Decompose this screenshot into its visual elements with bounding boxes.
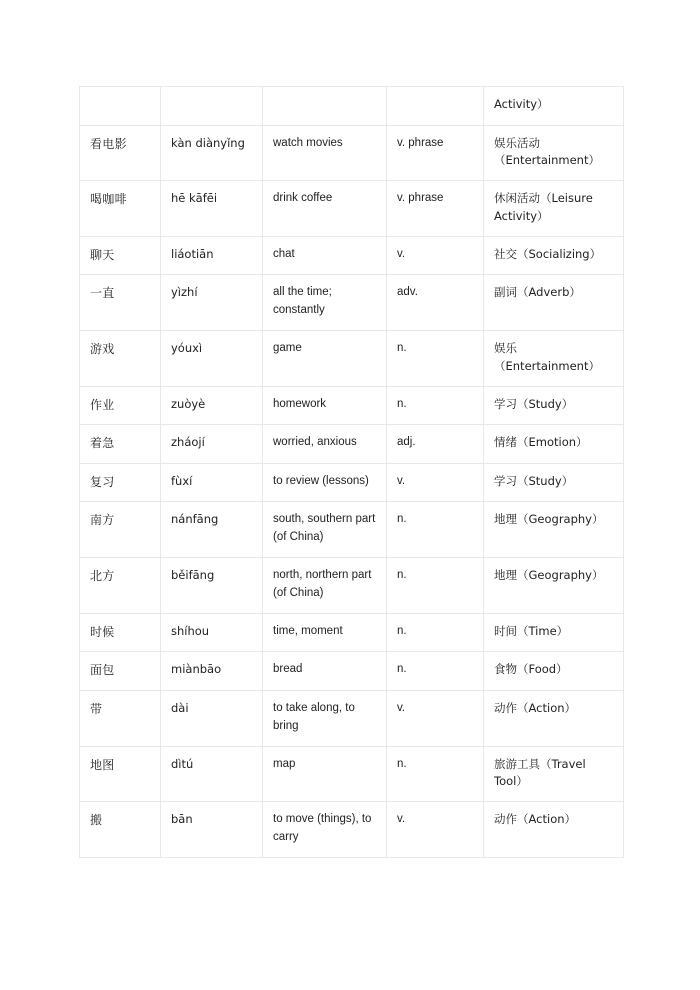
cell-chinese: 游戏 [80,331,161,387]
cell-pinyin: bān [161,802,263,858]
cell-pinyin: yóuxì [161,331,263,387]
cell-meaning [263,87,387,126]
cell-meaning: to move (things), to carry [263,802,387,858]
cell-pinyin: nánfāng [161,502,263,558]
cell-part-of-speech: adv. [387,275,484,331]
cell-pinyin: dài [161,690,263,746]
cell-part-of-speech: v. phrase [387,125,484,181]
cell-chinese: 时候 [80,613,161,652]
cell-pinyin: shíhou [161,613,263,652]
cell-chinese: 复习 [80,463,161,502]
cell-pinyin: yìzhí [161,275,263,331]
cell-part-of-speech: n. [387,386,484,425]
table-row [80,558,624,614]
cell-chinese: 搬 [80,802,161,858]
cell-meaning: watch movies [263,125,387,181]
cell-chinese: 着急 [80,425,161,464]
cell-part-of-speech: v. phrase [387,181,484,237]
table-row [80,690,624,746]
cell-chinese: 北方 [80,558,161,614]
vocabulary-table-container [79,86,623,858]
table-row [80,236,624,275]
cell-chinese: 喝咖啡 [80,181,161,237]
cell-category: 动作（Action） [484,802,624,858]
cell-meaning: to take along, to bring [263,690,387,746]
cell-pinyin: kàn diànyǐng [161,125,263,181]
table-row [80,125,624,181]
cell-meaning: chat [263,236,387,275]
cell-category: 时间（Time） [484,613,624,652]
cell-category: 动作（Action） [484,690,624,746]
cell-meaning: drink coffee [263,181,387,237]
cell-chinese: 一直 [80,275,161,331]
cell-meaning: bread [263,652,387,691]
table-row [80,613,624,652]
cell-part-of-speech: v. [387,802,484,858]
cell-category: 娱乐活动（Entertainment） [484,125,624,181]
cell-pinyin: zháojí [161,425,263,464]
table-row [80,502,624,558]
table-row [80,463,624,502]
cell-part-of-speech: n. [387,331,484,387]
cell-part-of-speech: n. [387,652,484,691]
cell-chinese: 作业 [80,386,161,425]
vocabulary-table [79,86,624,858]
vocabulary-table-body [80,87,624,858]
cell-meaning: north, northern part (of China) [263,558,387,614]
cell-pinyin: hē kāfēi [161,181,263,237]
table-row [80,275,624,331]
cell-category: 食物（Food） [484,652,624,691]
cell-chinese: 看电影 [80,125,161,181]
table-row [80,181,624,237]
cell-part-of-speech: v. [387,690,484,746]
cell-part-of-speech: v. [387,463,484,502]
cell-category: 地理（Geography） [484,558,624,614]
cell-part-of-speech: n. [387,746,484,802]
cell-chinese: 地图 [80,746,161,802]
table-row [80,652,624,691]
table-row [80,425,624,464]
cell-meaning: worried, anxious [263,425,387,464]
cell-pinyin [161,87,263,126]
table-row [80,802,624,858]
cell-meaning: homework [263,386,387,425]
cell-meaning: all the time; constantly [263,275,387,331]
cell-part-of-speech: n. [387,502,484,558]
cell-meaning: to review (lessons) [263,463,387,502]
table-row-continuation [80,87,624,126]
cell-chinese: 面包 [80,652,161,691]
cell-category: 社交（Socializing） [484,236,624,275]
cell-category: 旅游工具（Travel Tool） [484,746,624,802]
cell-pinyin: dìtú [161,746,263,802]
cell-category: Activity） [484,87,624,126]
cell-part-of-speech: v. [387,236,484,275]
cell-chinese: 南方 [80,502,161,558]
cell-pinyin: zuòyè [161,386,263,425]
table-row [80,331,624,387]
cell-category: 副词（Adverb） [484,275,624,331]
cell-category: 休闲活动（Leisure Activity） [484,181,624,237]
table-row [80,386,624,425]
cell-chinese: 聊天 [80,236,161,275]
cell-chinese [80,87,161,126]
cell-category: 情绪（Emotion） [484,425,624,464]
cell-category: 学习（Study） [484,463,624,502]
cell-part-of-speech: adj. [387,425,484,464]
cell-pinyin: fùxí [161,463,263,502]
cell-category: 娱乐（Entertainment） [484,331,624,387]
cell-category: 学习（Study） [484,386,624,425]
cell-part-of-speech [387,87,484,126]
table-row [80,746,624,802]
cell-pinyin: liáotiān [161,236,263,275]
cell-meaning: time, moment [263,613,387,652]
cell-part-of-speech: n. [387,558,484,614]
cell-category: 地理（Geography） [484,502,624,558]
cell-meaning: game [263,331,387,387]
cell-pinyin: miànbāo [161,652,263,691]
cell-chinese: 带 [80,690,161,746]
cell-meaning: south, southern part (of China) [263,502,387,558]
cell-meaning: map [263,746,387,802]
cell-pinyin: běifāng [161,558,263,614]
cell-part-of-speech: n. [387,613,484,652]
